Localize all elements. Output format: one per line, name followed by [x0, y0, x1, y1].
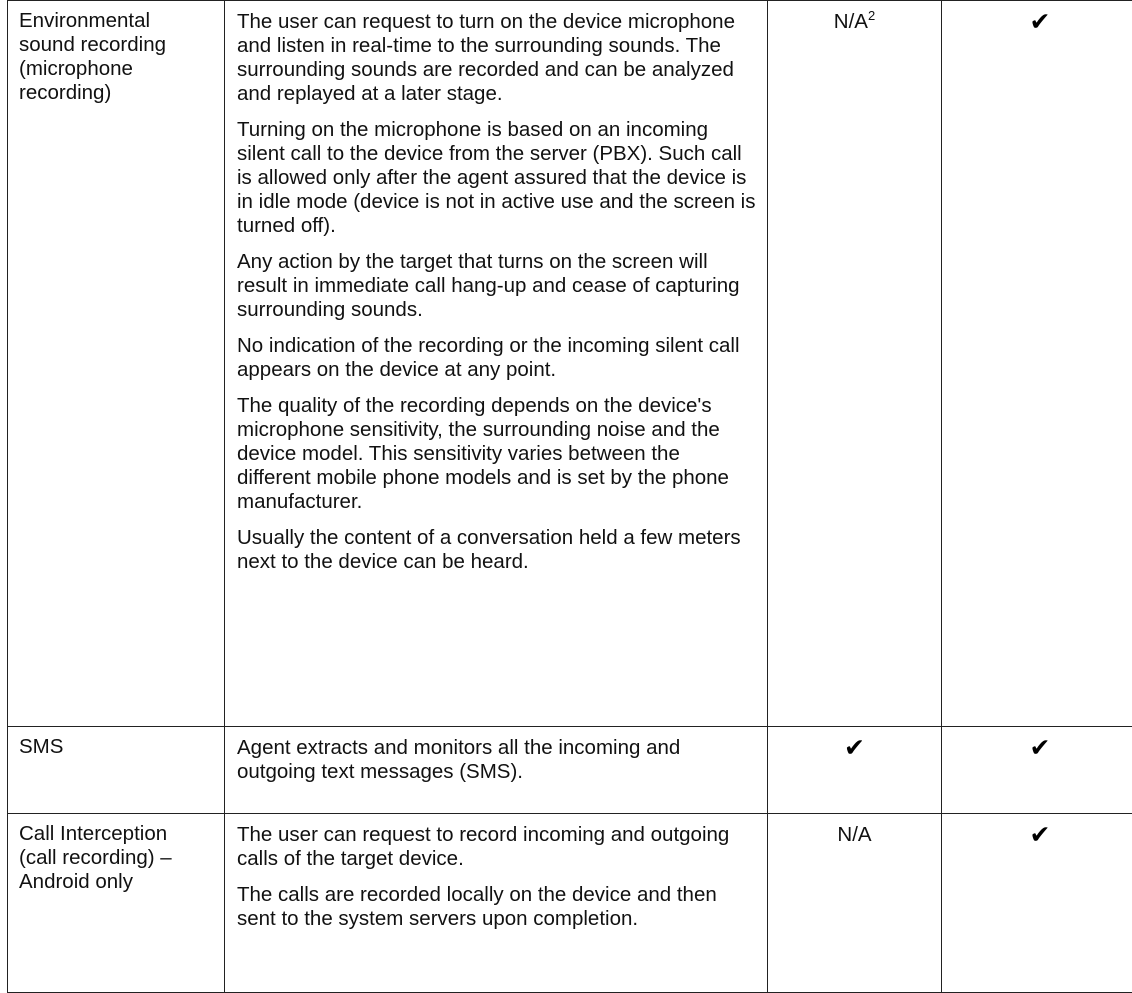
- feature-cell: [8, 814, 225, 993]
- table-row: [8, 814, 1132, 993]
- availability-cell-b: [942, 1, 1132, 727]
- description-paragraph: Agent extracts and monitors all the incoming and outgoing text messages (SMS).: [237, 736, 757, 784]
- availability-cell-b: [942, 814, 1132, 993]
- description-paragraph: Turning on the microphone is based on an incoming silent call to the device from the server (PBX). Such call is allowed only after the agent assured that the device is in idle mode (device is not in active use and the screen is turned off).: [237, 118, 757, 238]
- footnote-marker: 2: [868, 8, 875, 23]
- feature-name-line: recording): [19, 81, 214, 105]
- table-row: [8, 727, 1132, 814]
- checkmark-icon: ✔: [1030, 823, 1051, 847]
- feature-name-line: SMS: [19, 735, 214, 759]
- checkmark-icon: ✔: [1030, 10, 1051, 34]
- description-cell: [225, 727, 768, 814]
- na-text: N/A: [834, 10, 868, 33]
- description-paragraph: The user can request to record incoming and outgoing calls of the target device.: [237, 823, 757, 871]
- table-row: [8, 1, 1132, 727]
- feature-cell: [8, 1, 225, 727]
- availability-cell-a: [768, 814, 942, 993]
- feature-name-line: Android only: [19, 870, 214, 894]
- feature-table: [7, 0, 1132, 993]
- na-text: N/A: [837, 823, 871, 846]
- feature-name-line: (call recording) –: [19, 846, 214, 870]
- description-paragraph: No indication of the recording or the incoming silent call appears on the device at any point.: [237, 334, 757, 382]
- description-cell: [225, 1, 768, 727]
- description-paragraph: Usually the content of a conversation held a few meters next to the device can be heard.: [237, 526, 757, 574]
- feature-name-line: Environmental: [19, 9, 214, 33]
- description-paragraph: Any action by the target that turns on the screen will result in immediate call hang-up and cease of capturing surrounding sounds.: [237, 250, 757, 322]
- availability-cell-a: [768, 727, 942, 814]
- description-paragraph: The user can request to turn on the device microphone and listen in real-time to the surrounding sounds. The surrounding sounds are recorded and can be analyzed and replayed at a later stage.: [237, 10, 757, 106]
- checkmark-icon: ✔: [1030, 736, 1051, 760]
- checkmark-icon: ✔: [844, 736, 865, 760]
- feature-name-line: sound recording: [19, 33, 214, 57]
- description-paragraph: The calls are recorded locally on the device and then sent to the system servers upon completion.: [237, 883, 757, 931]
- feature-name-line: (microphone: [19, 57, 214, 81]
- feature-name-line: Call Interception: [19, 822, 214, 846]
- na-value: [834, 10, 875, 33]
- feature-cell: [8, 727, 225, 814]
- availability-cell-b: [942, 727, 1132, 814]
- availability-cell-a: [768, 1, 942, 727]
- description-paragraph: The quality of the recording depends on the device's microphone sensitivity, the surrounding noise and the device model. This sensitivity varies between the different mobile phone models and is set by the phone manufacturer.: [237, 394, 757, 514]
- description-cell: [225, 814, 768, 993]
